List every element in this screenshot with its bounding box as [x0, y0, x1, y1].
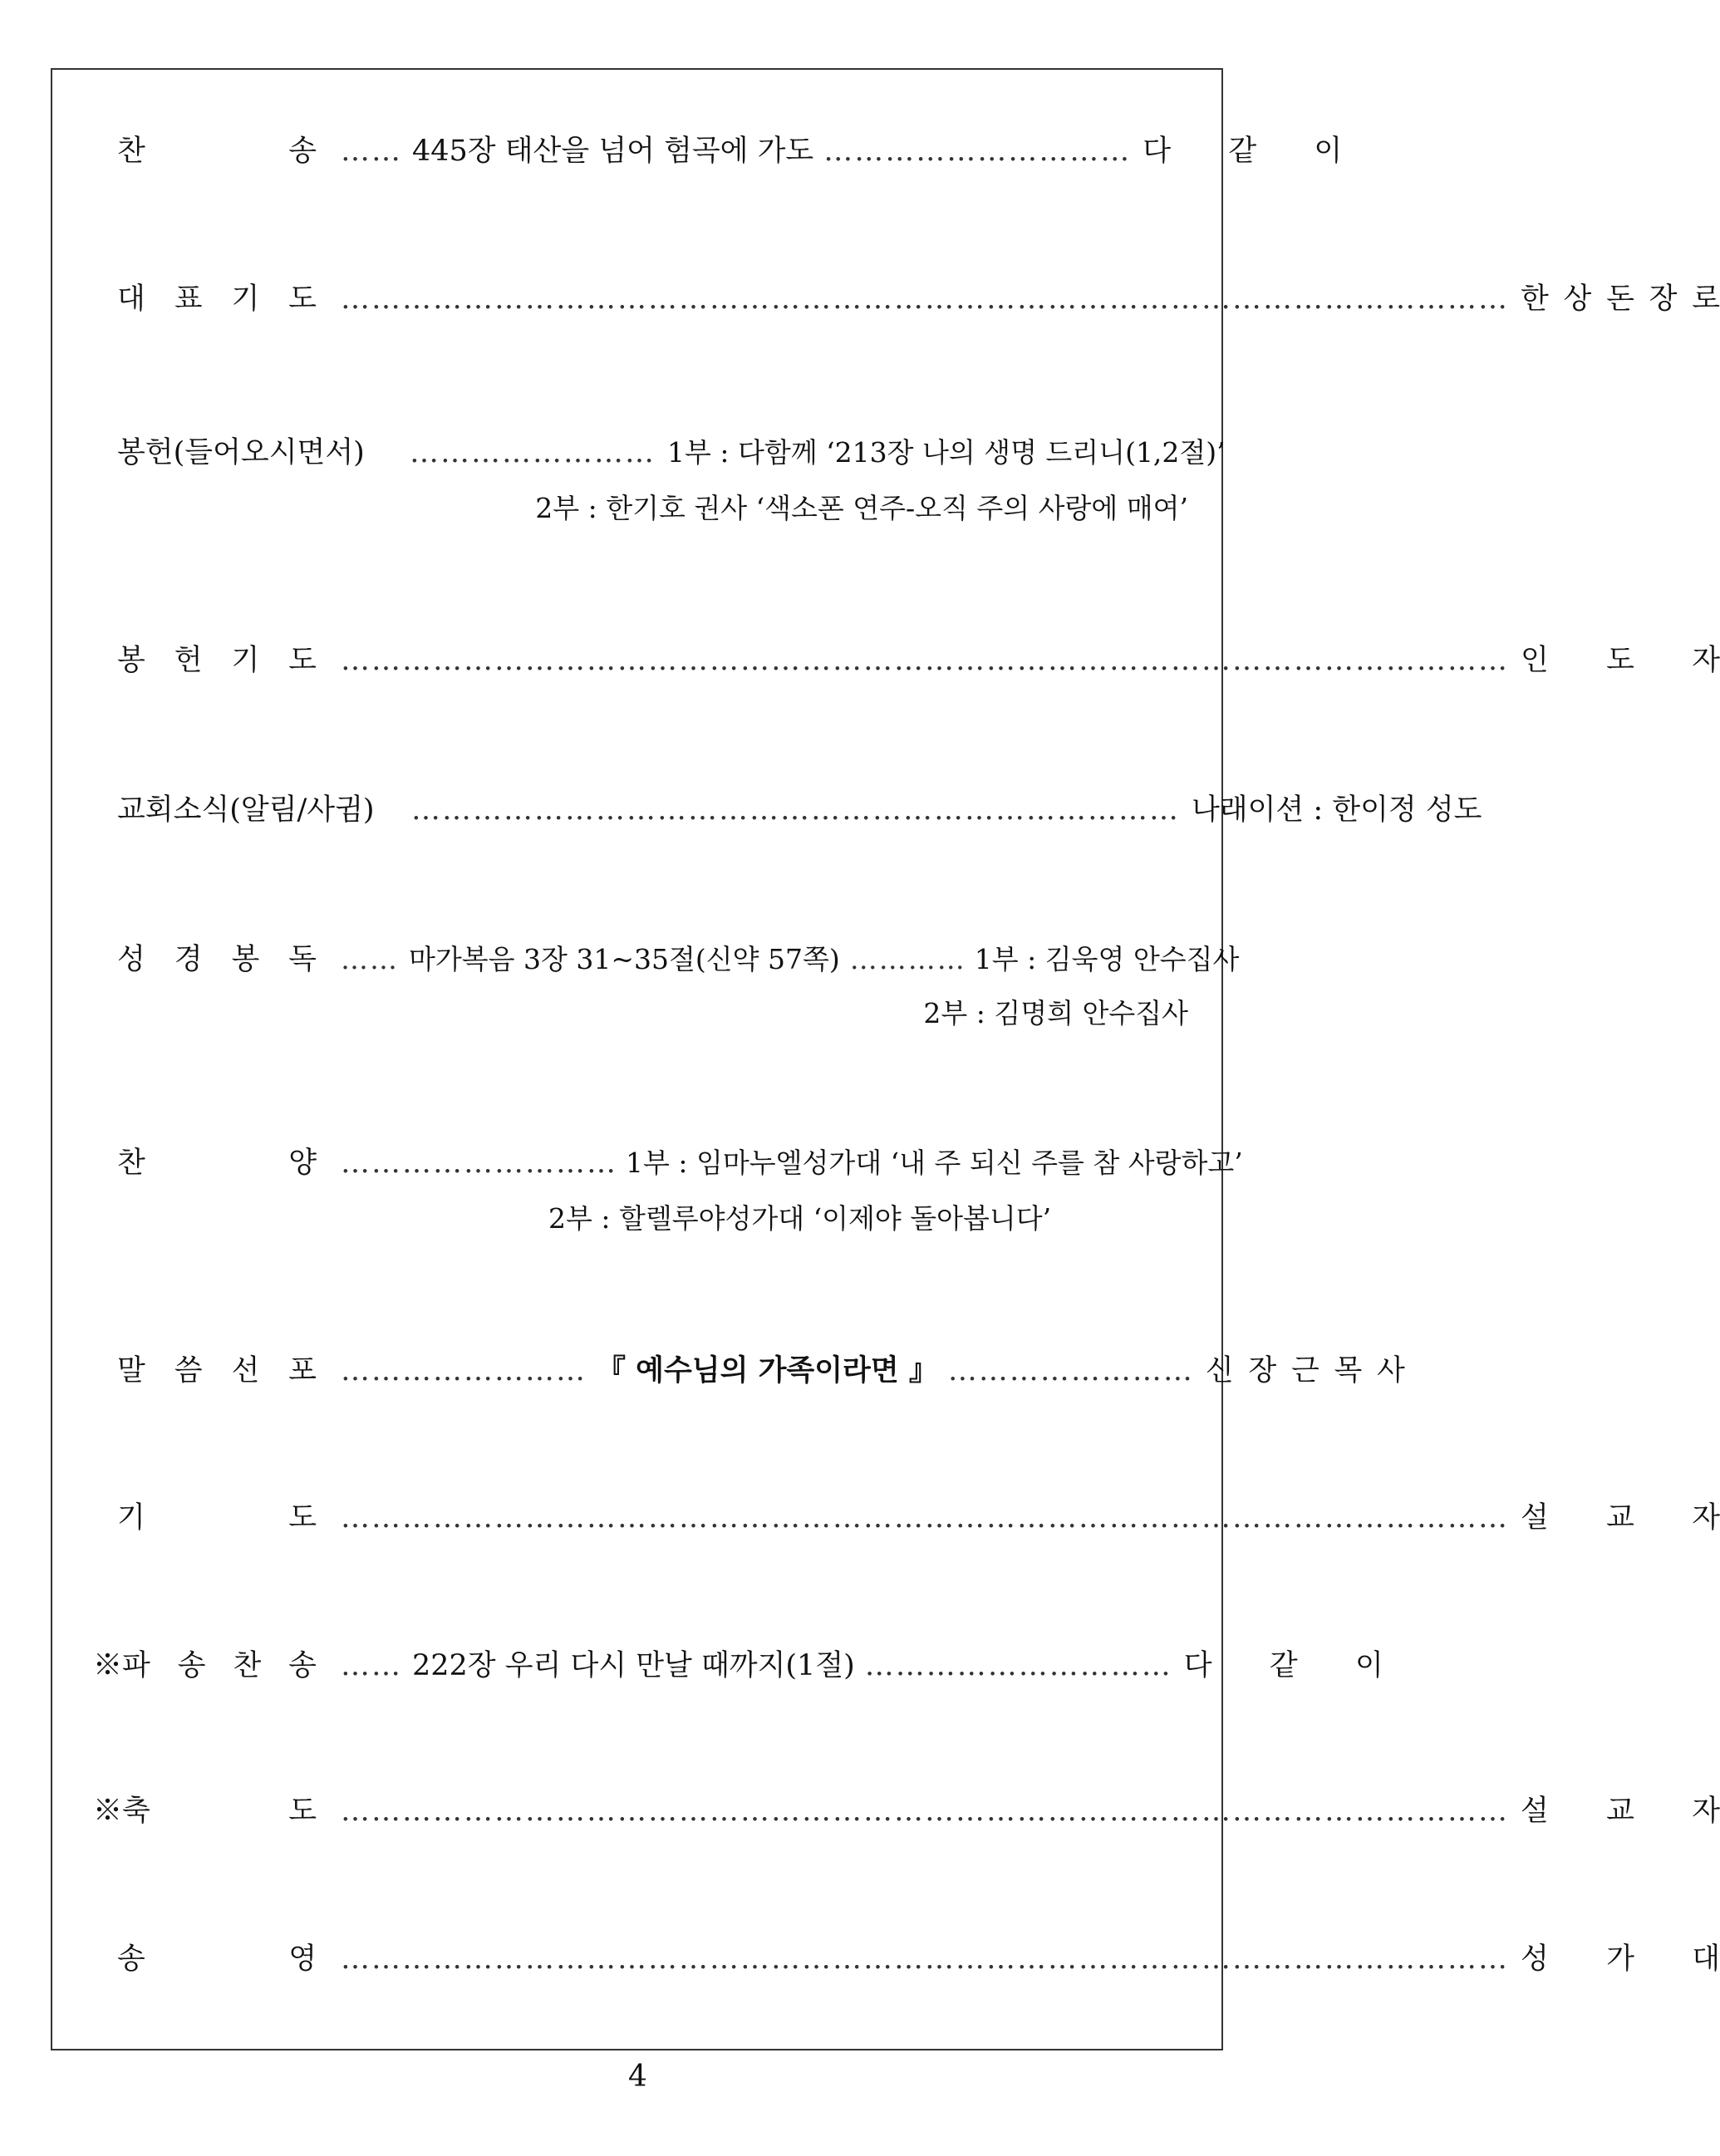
row-label: 찬 송	[117, 135, 317, 168]
order-row-sermon	[0, 1346, 1405, 1396]
leader-dots: …………	[849, 943, 966, 975]
leader-dots: ……	[341, 943, 399, 975]
order-row-representative-prayer	[0, 274, 1720, 324]
row-label: 봉 헌 기 도	[117, 644, 317, 677]
order-row-hymn	[0, 126, 1343, 176]
leader-dots: ………………………	[341, 1147, 617, 1180]
row-content	[341, 126, 1343, 176]
sermon-title: 『 예수님의 가족이라면 』	[597, 1353, 938, 1387]
scripture-reference: 마가복음 3장 31~35절(신약 57쪽)	[409, 943, 840, 975]
row-leader: 한 상 돈 장 로	[1521, 282, 1720, 316]
row-content	[341, 274, 1720, 324]
order-row-offering	[0, 428, 1275, 478]
reader-part2: 2부 : 김명희 안수집사	[923, 997, 1188, 1029]
row-label: ※파 송 찬 송	[93, 1649, 317, 1682]
leader-dots: ……………………………………………………………………………………………………	[341, 1795, 1509, 1828]
order-row-prayer	[0, 1493, 1720, 1543]
narration: 나래이션 : 한이정 성도	[1192, 793, 1482, 827]
leader-dots: ……………………………………………………………………………………………………	[341, 1942, 1509, 1976]
offering-part2: 2부 : 한기호 권사 ‘색소폰 연주-오직 주의 사랑에 매여’	[535, 492, 1188, 524]
row-label: 말 씀 선 포	[117, 1354, 317, 1387]
order-row-doxology	[0, 1934, 1720, 1984]
row-leader: 성 가 대	[1521, 1942, 1720, 1976]
choir-part2: 2부 : 할렐루야성가대 ‘이제야 돌아봅니다’	[548, 1202, 1052, 1235]
order-row-choir-anthem	[0, 1138, 1275, 1188]
page-number: 4	[628, 2060, 647, 2094]
row-content	[410, 428, 1226, 478]
row-content	[341, 1934, 1720, 1984]
leader-dots: …………………………………………………………………	[411, 793, 1180, 827]
row-leader: 설 교 자	[1521, 1795, 1720, 1828]
row-leader: 다 같 이	[1143, 135, 1343, 168]
leader-dots: …………………………	[864, 1649, 1172, 1682]
row-label: 찬 양	[117, 1147, 317, 1180]
choir-part1: 1부 : 임마누엘성가대 ‘내 주 되신 주를 참 사랑하고’	[626, 1147, 1243, 1179]
page-frame	[51, 68, 1223, 2050]
row-label: 송 영	[117, 1942, 317, 1976]
leader-dots: ……………………………………………………………………………………………………	[341, 644, 1509, 677]
hymn-title: 222장 우리 다시 만날 때까지(1절)	[412, 1649, 855, 1682]
row-label: 기 도	[117, 1501, 317, 1535]
order-row-church-news	[0, 785, 1482, 835]
leader-dots: ……………………	[410, 436, 656, 469]
order-row-sending-hymn	[0, 1641, 1383, 1691]
row-label: 봉헌(들어오시면서)	[117, 436, 365, 469]
row-content	[411, 785, 1482, 835]
hymn-title: 445장 태산을 넘어 험곡에 가도	[412, 135, 814, 168]
row-content	[341, 1493, 1720, 1543]
order-row-benediction	[0, 1786, 1720, 1836]
leader-dots: ……………………………………………………………………………………………………	[341, 1501, 1509, 1535]
leader-dots: ……………………………………………………………………………………………………	[341, 282, 1509, 316]
row-content	[341, 636, 1720, 685]
row-label: 교회소식(알림/사귐)	[117, 793, 375, 827]
leader-dots: ……………………	[947, 1354, 1194, 1387]
row-content	[341, 935, 1240, 985]
row-label: ※축 도	[93, 1795, 317, 1828]
reader-part1: 1부 : 김욱영 안수집사	[974, 943, 1240, 975]
row-content	[341, 1346, 1405, 1396]
row-content	[341, 1641, 1383, 1691]
row-leader: 설 교 자	[1521, 1501, 1720, 1535]
order-row-offering-prayer	[0, 636, 1720, 685]
leader-dots: ……	[341, 135, 402, 168]
row-content	[341, 1786, 1720, 1836]
row-leader: 인 도 자	[1521, 644, 1720, 677]
offering-part1: 1부 : 다함께 ‘213장 나의 생명 드리니(1,2절)’	[667, 436, 1226, 469]
row-label: 성 경 봉 독	[117, 943, 317, 976]
order-row-scripture-reading	[0, 935, 1275, 985]
row-label: 대 표 기 도	[117, 282, 317, 316]
row-leader: 다 같 이	[1183, 1649, 1383, 1682]
leader-dots: ……………………	[341, 1354, 587, 1387]
leader-dots: …………………………	[823, 135, 1132, 168]
row-leader: 신 장 근 목 사	[1205, 1354, 1405, 1387]
row-content	[341, 1138, 1243, 1188]
leader-dots: ……	[341, 1649, 402, 1682]
